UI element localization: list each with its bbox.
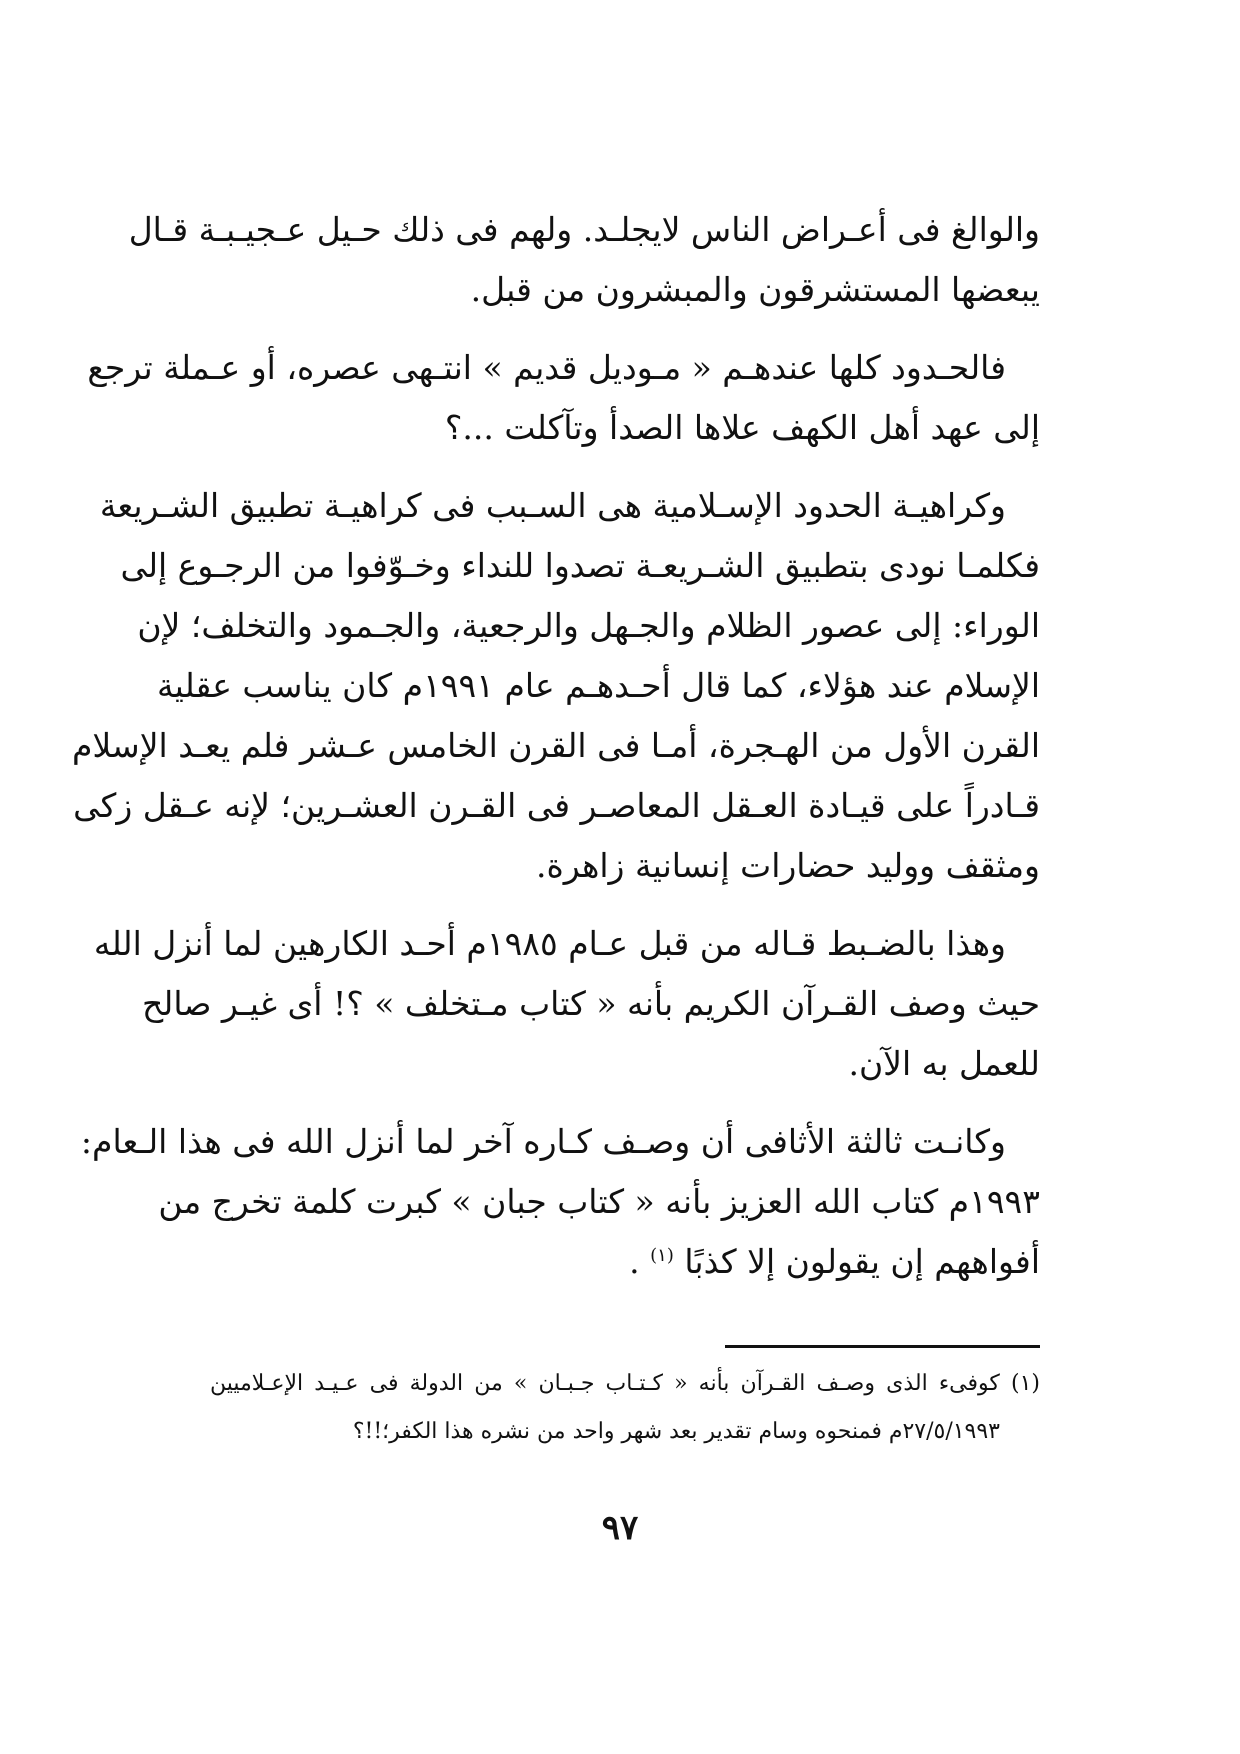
page-number: ٩٧: [601, 1508, 639, 1548]
text-line: القرن الأول من الهـجرة، أمـا فى القرن الخامس عـشر فلم يعـد الإسلام: [71, 726, 1040, 765]
text-line: الوراء: إلى عصور الظلام والجـهل والرجعية، والجـمود والتخلف؛ لإن: [137, 606, 1040, 645]
text-line: وهذا بالضـبط قـاله من قبل عـام ١٩٨٥م أحـد الكارهين لما أنزل الله: [93, 924, 1006, 963]
text-line: للعمل به الآن.: [848, 1044, 1040, 1083]
text-line: إلى عهد أهل الكهف علاها الصدأ وتآكلت ...؟: [444, 408, 1040, 447]
text-line: فكلمـا نودى بتطبيق الشـريعـة تصدوا للنداء وخـوّفوا من الرجـوع إلى: [120, 546, 1040, 585]
text-line: والوالغ فى أعـراض الناس لايجلـد. ولهم فى ذلك حـيل عـجيـبـة قـال: [128, 210, 1040, 249]
footnotes: [210, 1360, 1040, 1456]
text-line: [210, 1232, 1040, 1292]
main-text: [71, 200, 1040, 1292]
paragraph: [93, 914, 1040, 1094]
closing-punctuation: .: [629, 1242, 640, 1281]
text-line: الإسلام عند هؤلاء، كما قال أحـدهـم عام ١٩٩١م كان يناسب عقلية: [156, 666, 1040, 705]
footnote-marker[interactable]: (١): [650, 1245, 674, 1266]
text-line: حيث وصف القـرآن الكريم بأنه « كتاب مـتخلف » ؟! أى غيـر صالح: [141, 984, 1040, 1023]
paragraph: [87, 338, 1040, 458]
paragraph: [71, 476, 1040, 896]
text-line: يبعضها المستشرقون والمبشرون من قبل.: [470, 270, 1040, 309]
text-line: فالحـدود كلها عندهـم « مـوديل قديم » انتـهى عصره، أو عـملة ترجع: [87, 348, 1006, 387]
text-line: قـادراً على قيـادة العـقل المعاصـر فى القـرن العشـرين؛ لإنه عـقل زكى: [73, 786, 1040, 825]
footnote-line: (١) كوفىء الذى وصـف القـرآن بأنه « كـتـاب جـبـان » من الدولة فى عـيـد الإعـلاميين: [210, 1371, 1040, 1396]
footnote-separator: [725, 1345, 1040, 1348]
text-line: ومثقف ووليد حضارات إنسانية زاهرة.: [535, 846, 1040, 885]
text-line: وكراهيـة الحدود الإسـلامية هى السـبب فى كراهيـة تطبيق الشـريعة: [99, 486, 1006, 525]
text-line: وكانـت ثالثة الأثافى أن وصـف كـاره آخر لما أنزل الله فى هذا الـعام:: [80, 1122, 1006, 1161]
paragraph: [80, 1112, 1040, 1292]
text-line-content: أفواههم إن يقولون إلا كذبًا: [684, 1242, 1040, 1281]
text-line: ١٩٩٣م كتاب الله العزيز بأنه « كتاب جبان » كبرت كلمة تخرج من: [158, 1182, 1040, 1221]
footnote-line: ٢٧/٥/١٩٩٣م فمنحوه وسام تقدير بعد شهر واحد من نشره هذا الكفر؛!!؟: [352, 1419, 1000, 1444]
paragraph: [128, 200, 1040, 320]
